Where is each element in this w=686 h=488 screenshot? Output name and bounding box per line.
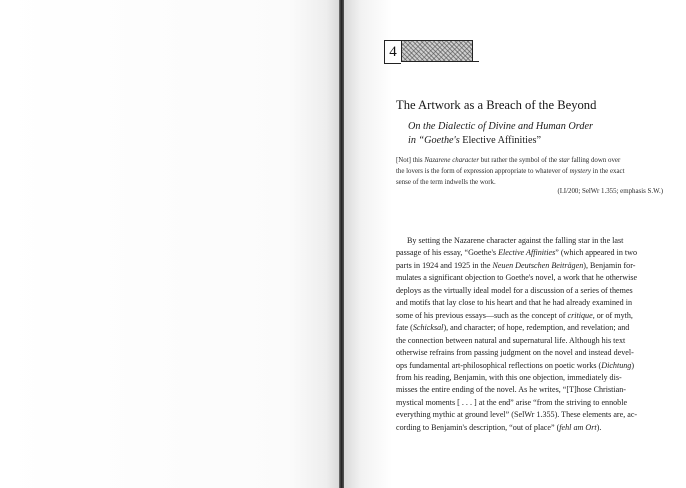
epigraph-emphasis: mystery (569, 167, 591, 175)
subtitle-line-2-prefix: in “ (408, 134, 425, 146)
body-line: otherwise refrains from passing judgment on the novel and instead devel- (396, 348, 634, 358)
body-emphasis: Elective Affinities (498, 248, 556, 258)
epigraph-text: but rather the symbol of the (479, 157, 559, 164)
chapter-ornament-band (401, 40, 473, 62)
body-text: ), and character; of hope, redemption, and revelation; and (443, 323, 630, 333)
body-text: ” (which appeared in two (555, 248, 638, 258)
body-line: deploys as the virtually ideal model for a discussion of a series of themes (396, 285, 633, 295)
epigraph-text: [Not] this (396, 157, 425, 164)
body-line: from his reading, Benjamin, with this one objection, immediately dis- (396, 372, 622, 382)
subtitle-line-1: On the Dialectic of Divine and Human Order (408, 121, 593, 132)
body-line: the connection between natural and supernatural life. Although his text (396, 335, 626, 345)
chapter-subtitle (408, 120, 668, 147)
left-page-blank (0, 0, 340, 488)
subtitle-line-2-suffix: Elective Affinities” (459, 134, 541, 146)
body-text: passage of his essay, “Goethe's (396, 248, 499, 258)
epigraph-citation: (I.I/200; SelWr 1.355; emphasis S.W.) (557, 188, 663, 195)
body-text: , or of myth, (592, 310, 633, 320)
epigraph-text: falling down over (569, 157, 621, 164)
body-emphasis: Neuen Deutschen Beiträgen (492, 260, 584, 270)
body-line (396, 322, 668, 334)
chapter-number: 4 (384, 40, 401, 64)
body-paragraph (396, 235, 668, 434)
epigraph-line (396, 156, 664, 167)
body-line: By setting the Nazarene character against the falling star in the last (407, 236, 624, 245)
body-text: parts in 1924 and 1925 in the (396, 260, 493, 270)
epigraph-line (396, 167, 664, 178)
epigraph-emphasis: star (558, 157, 570, 164)
epigraph-text: in the exact (591, 167, 625, 175)
epigraph-text: the lovers is the form of expression appropriate to whatever of (396, 167, 570, 175)
body-line: everything mythic at ground level” (SelWr 1.355). These elements are, ac- (396, 410, 638, 420)
body-text: ) (631, 360, 635, 370)
ornament-rule (473, 61, 479, 62)
epigraph (396, 156, 664, 188)
body-line (396, 360, 668, 372)
body-text: ). (596, 422, 602, 432)
body-line: misses the entire ending of the novel. As he writes, “[T]hose Christian- (396, 385, 626, 395)
body-line (396, 422, 668, 434)
body-line: mystical moments [ . . . ] at the end” arise “from the striving to ennoble (396, 397, 628, 407)
body-text: some of his previous essays—such as the concept of (396, 310, 568, 320)
subtitle-line-2-italic: Goethe's (424, 134, 460, 146)
body-text: fate ( (396, 323, 413, 333)
chapter-title: The Artwork as a Breach of the Beyond (396, 98, 597, 112)
body-text: ), Benjamin for- (583, 260, 636, 270)
body-line: mulates a significant objection to Goethe's novel, a work that he otherwise (396, 273, 638, 283)
epigraph-emphasis: Nazarene character (424, 157, 479, 164)
body-line (396, 260, 668, 272)
body-line (396, 247, 668, 259)
body-line (396, 310, 668, 322)
body-emphasis: Dichtung (601, 360, 632, 370)
body-line: and motifs that lay close to his heart and that he had already examined in (396, 298, 632, 308)
epigraph-line: sense of the term indwells the work. (396, 178, 496, 186)
body-emphasis: fehl am Ort (559, 422, 597, 432)
body-emphasis: Schicksal (412, 323, 444, 333)
body-text: ops fundamental art-philosophical reflections on poetic works ( (396, 360, 602, 370)
body-text: cording to Benjamin's description, “out of place” ( (396, 422, 560, 432)
body-emphasis: critique (567, 310, 593, 320)
